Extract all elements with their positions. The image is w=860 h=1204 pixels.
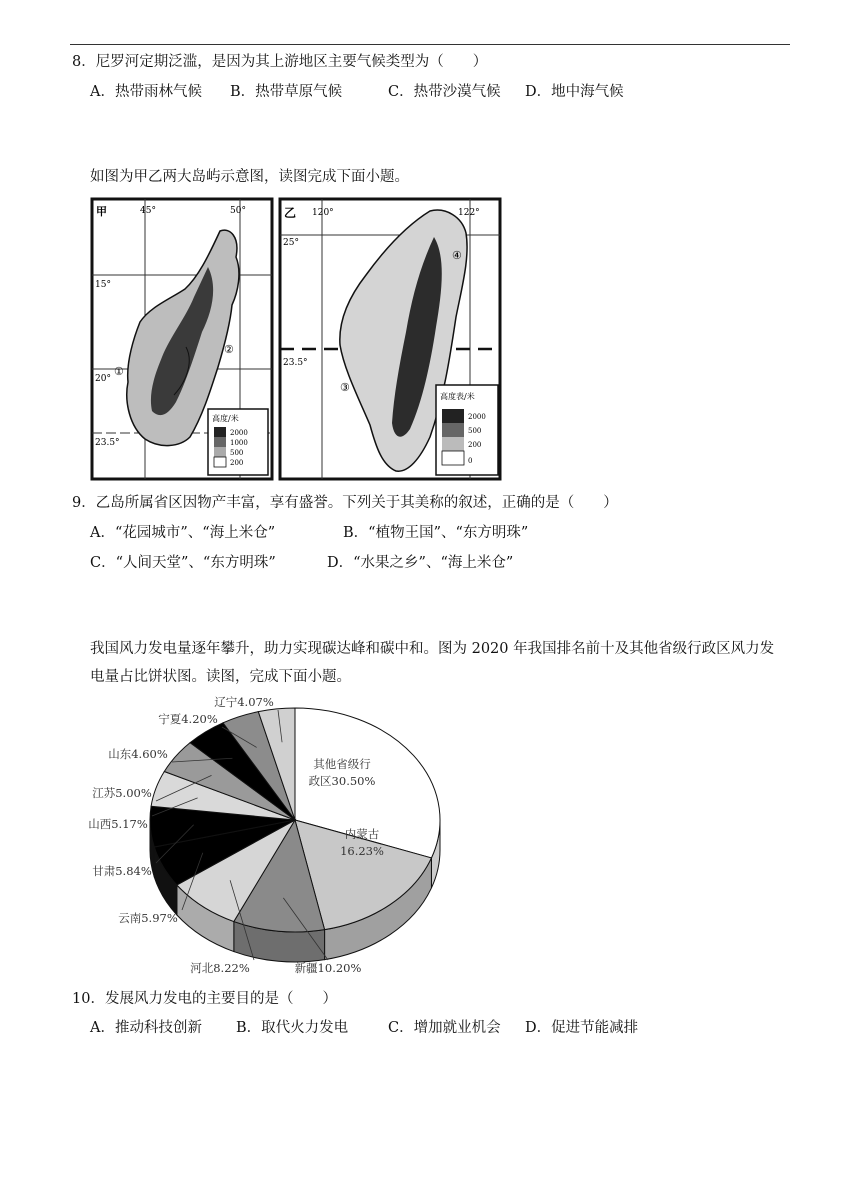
header-rule [70,44,790,45]
q9-option-b[interactable]: B．“植物王国”、“东方明珠” [343,525,529,541]
q9-option-d[interactable]: D．“水果之乡”、“海上米仓” [327,555,514,571]
map-yi-marker-3: ③ [340,381,350,394]
map-yi-legend [436,385,498,475]
q10-option-d[interactable]: D．促进节能减排 [525,1020,639,1036]
map-jia-lon-50: 50° [230,206,246,216]
maps-intro: 如图为甲乙两大岛屿示意图，读图完成下面小题。 [90,169,409,185]
q10-stem: 10．发展风力发电的主要目的是（ ） [72,991,337,1007]
map-jia-lat-15: 15° [95,280,111,290]
q8-option-b[interactable]: B．热带草原气候 [230,84,343,100]
pie-label-云南: 云南5.97% [118,911,178,925]
map-jia-label: 甲 [96,205,107,218]
map-yi-lat-23-5: 23.5° [283,358,308,368]
pie-label-宁夏: 宁夏4.20% [158,712,218,726]
island-maps-figure [90,197,502,483]
pie-label-山东: 山东4.60% [108,747,168,761]
q8-option-a[interactable]: A．热带雨林气候 [90,84,202,100]
map-jia-legend-title: 高度/米 [212,414,239,423]
q9-option-c[interactable]: C．“人间天堂”、“东方明珠” [90,555,276,571]
q9-stem: 9．乙岛所属省区因物产丰富，享有盛誉。下列关于其美称的叙述，正确的是（ ） [72,495,618,511]
pie-label-其他省级行政区-0: 其他省级行 [313,757,371,771]
q9-option-a[interactable]: A．“花园城市”、“海上米仓” [90,525,276,541]
q10-option-c[interactable]: C．增加就业机会 [388,1020,501,1036]
pie-label-新疆: 新疆10.20% [294,961,362,975]
map-jia [92,199,272,479]
pie-label-辽宁: 辽宁4.07% [214,695,274,709]
pie-label-江苏: 江苏5.00% [92,786,152,800]
map-yi-marker-4: ④ [452,249,462,262]
pie-label-河北: 河北8.22% [190,961,250,975]
pie-label-甘肃: 甘肃5.84% [92,864,152,878]
pie-label-其他省级行政区-1: 政区30.50% [308,774,376,788]
map-jia-legend-2000: 2000 [230,429,248,437]
wind-intro-line-1: 我国风力发电量逐年攀升，助力实现碳达峰和碳中和。图为 2020 年我国排名前十及其他省级行政区风力发 [90,641,775,657]
map-jia-lat-23-5: 23.5° [95,438,120,448]
map-yi [280,199,500,479]
q8-stem: 8．尼罗河定期泛滥，是因为其上游地区主要气候类型为（ ） [72,54,488,70]
pie-label-内蒙古-0: 内蒙古 [344,827,380,841]
q10-option-b[interactable]: B．取代火力发电 [236,1020,349,1036]
q10-option-a[interactable]: A．推动科技创新 [90,1020,202,1036]
pie-tops [150,708,440,932]
pie-label-内蒙古-1: 16.23% [340,844,384,858]
map-yi-label: 乙 [284,206,297,220]
map-yi-lat-25: 25° [283,238,299,248]
map-jia-marker-2: ② [224,343,234,356]
map-jia-lat-20: 20° [95,374,111,384]
map-jia-legend-1000: 1000 [230,439,248,447]
wind-intro-line-2: 电量占比饼状图。读图，完成下面小题。 [90,669,351,685]
map-jia-legend-500: 500 [230,449,244,457]
map-yi-lon-122: 122° [458,208,480,218]
map-jia-legend-200: 200 [230,459,244,467]
pie-label-山西: 山西5.17% [88,817,148,831]
map-jia-legend [208,409,268,475]
map-jia-marker-1: ① [114,365,124,378]
q8-option-c[interactable]: C．热带沙漠气候 [388,84,501,100]
map-yi-legend-200: 200 [468,441,482,449]
map-yi-lon-120: 120° [312,208,334,218]
q8-option-d[interactable]: D．地中海气候 [525,84,624,100]
map-yi-legend-500: 500 [468,427,482,435]
map-jia-lon-45: 45° [140,206,156,216]
wind-power-pie-chart [80,690,460,980]
map-yi-legend-0: 0 [468,457,473,465]
map-yi-legend-title: 高度表/米 [440,392,475,401]
map-yi-legend-2000: 2000 [468,413,486,421]
